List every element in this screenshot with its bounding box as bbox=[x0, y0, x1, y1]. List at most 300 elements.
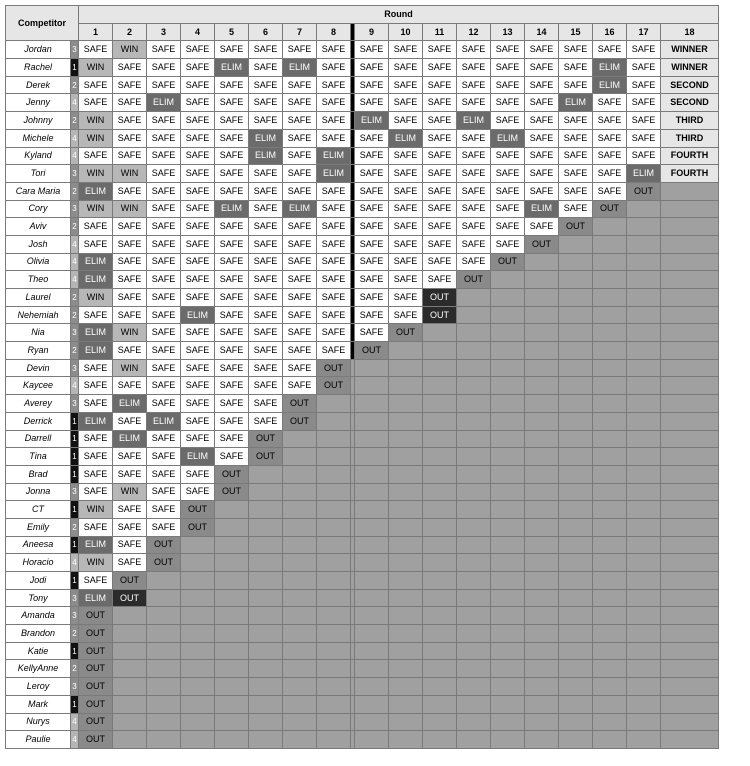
eliminated-cell bbox=[627, 430, 661, 448]
competitor-name: Josh bbox=[6, 235, 71, 253]
status-cell: SAFE bbox=[215, 306, 249, 324]
eliminated-cell bbox=[457, 483, 491, 501]
status-cell: OUT bbox=[181, 518, 215, 536]
eliminated-cell bbox=[249, 731, 283, 749]
eliminated-cell bbox=[457, 554, 491, 572]
status-cell: SAFE bbox=[457, 41, 491, 59]
eliminated-cell bbox=[249, 465, 283, 483]
eliminated-cell bbox=[389, 342, 423, 360]
eliminated-cell bbox=[661, 306, 719, 324]
eliminated-cell bbox=[283, 607, 317, 625]
eliminated-cell bbox=[355, 518, 389, 536]
status-cell: SAFE bbox=[389, 147, 423, 165]
eliminated-cell bbox=[559, 536, 593, 554]
table-row bbox=[6, 271, 719, 289]
eliminated-cell bbox=[627, 342, 661, 360]
status-cell: SAFE bbox=[423, 147, 457, 165]
eliminated-cell bbox=[423, 483, 457, 501]
team-number: 1 bbox=[71, 642, 79, 660]
eliminated-cell bbox=[559, 660, 593, 678]
status-cell: SAFE bbox=[491, 165, 525, 183]
eliminated-cell bbox=[491, 430, 525, 448]
status-cell: SAFE bbox=[147, 129, 181, 147]
status-cell: SAFE bbox=[593, 165, 627, 183]
eliminated-cell bbox=[457, 289, 491, 307]
eliminated-cell bbox=[215, 554, 249, 572]
status-cell: FOURTH bbox=[661, 165, 719, 183]
status-cell: SAFE bbox=[147, 342, 181, 360]
eliminated-cell bbox=[559, 731, 593, 749]
status-cell: OUT bbox=[79, 731, 113, 749]
status-cell: SAFE bbox=[147, 147, 181, 165]
eliminated-cell bbox=[389, 483, 423, 501]
status-cell: SAFE bbox=[113, 412, 147, 430]
eliminated-cell bbox=[147, 625, 181, 643]
competitor-name: Michele bbox=[6, 129, 71, 147]
status-cell: SAFE bbox=[355, 235, 389, 253]
status-cell: SAFE bbox=[215, 253, 249, 271]
status-cell: WIN bbox=[79, 501, 113, 519]
eliminated-cell bbox=[355, 572, 389, 590]
eliminated-cell bbox=[457, 342, 491, 360]
status-cell: OUT bbox=[627, 182, 661, 200]
status-cell: SAFE bbox=[423, 129, 457, 147]
eliminated-cell bbox=[249, 483, 283, 501]
status-cell: SAFE bbox=[181, 395, 215, 413]
status-cell: SAFE bbox=[317, 342, 351, 360]
eliminated-cell bbox=[491, 660, 525, 678]
eliminated-cell bbox=[283, 448, 317, 466]
eliminated-cell bbox=[317, 589, 351, 607]
eliminated-cell bbox=[389, 359, 423, 377]
competitor-name: Cara Maria bbox=[6, 182, 71, 200]
eliminated-cell bbox=[317, 678, 351, 696]
status-cell: SAFE bbox=[355, 76, 389, 94]
status-cell: SAFE bbox=[283, 94, 317, 112]
eliminated-cell bbox=[491, 678, 525, 696]
eliminated-cell bbox=[215, 713, 249, 731]
status-cell: SAFE bbox=[389, 94, 423, 112]
progress-table-container bbox=[5, 5, 719, 749]
eliminated-cell bbox=[181, 625, 215, 643]
eliminated-cell bbox=[559, 377, 593, 395]
eliminated-cell bbox=[317, 731, 351, 749]
eliminated-cell bbox=[491, 465, 525, 483]
eliminated-cell bbox=[317, 395, 351, 413]
status-cell: SAFE bbox=[283, 182, 317, 200]
eliminated-cell bbox=[491, 572, 525, 590]
eliminated-cell bbox=[661, 395, 719, 413]
eliminated-cell bbox=[249, 625, 283, 643]
eliminated-cell bbox=[389, 660, 423, 678]
status-cell: OUT bbox=[249, 430, 283, 448]
eliminated-cell bbox=[317, 412, 351, 430]
status-cell: SAFE bbox=[317, 324, 351, 342]
team-number: 4 bbox=[71, 253, 79, 271]
eliminated-cell bbox=[525, 572, 559, 590]
status-cell: SAFE bbox=[525, 112, 559, 130]
status-cell: SAFE bbox=[249, 182, 283, 200]
status-cell: OUT bbox=[283, 395, 317, 413]
status-cell: SAFE bbox=[181, 182, 215, 200]
status-cell: OUT bbox=[559, 218, 593, 236]
eliminated-cell bbox=[627, 465, 661, 483]
status-cell: SAFE bbox=[249, 359, 283, 377]
eliminated-cell bbox=[355, 483, 389, 501]
eliminated-cell bbox=[113, 713, 147, 731]
status-cell: SAFE bbox=[317, 76, 351, 94]
status-cell: SAFE bbox=[147, 377, 181, 395]
status-cell: OUT bbox=[249, 448, 283, 466]
status-cell: SAFE bbox=[79, 483, 113, 501]
status-cell: WIN bbox=[79, 129, 113, 147]
status-cell: SAFE bbox=[491, 59, 525, 77]
competitor-name: Mark bbox=[6, 695, 71, 713]
status-cell: SAFE bbox=[215, 448, 249, 466]
status-cell: OUT bbox=[355, 342, 389, 360]
round-number-15: 15 bbox=[559, 23, 593, 41]
status-cell: ELIM bbox=[79, 342, 113, 360]
table-row bbox=[6, 536, 719, 554]
eliminated-cell bbox=[389, 572, 423, 590]
eliminated-cell bbox=[147, 695, 181, 713]
table-row bbox=[6, 289, 719, 307]
status-cell: SAFE bbox=[355, 94, 389, 112]
eliminated-cell bbox=[181, 536, 215, 554]
competitor-name: Emily bbox=[6, 518, 71, 536]
table-row bbox=[6, 678, 719, 696]
status-cell: OUT bbox=[423, 289, 457, 307]
team-number: 4 bbox=[71, 94, 79, 112]
competitor-name: Tony bbox=[6, 589, 71, 607]
status-cell: SAFE bbox=[317, 253, 351, 271]
status-cell: SAFE bbox=[249, 112, 283, 130]
status-cell: WIN bbox=[79, 554, 113, 572]
status-cell: SAFE bbox=[147, 235, 181, 253]
eliminated-cell bbox=[355, 660, 389, 678]
status-cell: SAFE bbox=[317, 306, 351, 324]
eliminated-cell bbox=[559, 306, 593, 324]
eliminated-cell bbox=[355, 625, 389, 643]
status-cell: SAFE bbox=[283, 377, 317, 395]
eliminated-cell bbox=[661, 625, 719, 643]
status-cell: SAFE bbox=[491, 76, 525, 94]
eliminated-cell bbox=[457, 324, 491, 342]
status-cell: SAFE bbox=[215, 271, 249, 289]
table-row bbox=[6, 112, 719, 130]
competitor-name: Jodi bbox=[6, 572, 71, 590]
competitor-header: Competitor bbox=[6, 6, 79, 41]
status-cell: SAFE bbox=[627, 59, 661, 77]
table-row bbox=[6, 713, 719, 731]
status-cell: ELIM bbox=[389, 129, 423, 147]
eliminated-cell bbox=[491, 536, 525, 554]
eliminated-cell bbox=[215, 518, 249, 536]
eliminated-cell bbox=[627, 589, 661, 607]
competitor-name: Kaycee bbox=[6, 377, 71, 395]
eliminated-cell bbox=[423, 731, 457, 749]
eliminated-cell bbox=[559, 359, 593, 377]
status-cell: SAFE bbox=[559, 147, 593, 165]
table-row bbox=[6, 253, 719, 271]
status-cell: ELIM bbox=[79, 589, 113, 607]
eliminated-cell bbox=[661, 253, 719, 271]
status-cell: OUT bbox=[215, 483, 249, 501]
eliminated-cell bbox=[457, 377, 491, 395]
eliminated-cell bbox=[215, 660, 249, 678]
eliminated-cell bbox=[317, 483, 351, 501]
eliminated-cell bbox=[627, 218, 661, 236]
status-cell: WIN bbox=[79, 165, 113, 183]
team-number: 2 bbox=[71, 112, 79, 130]
team-number: 3 bbox=[71, 607, 79, 625]
eliminated-cell bbox=[525, 483, 559, 501]
eliminated-cell bbox=[113, 678, 147, 696]
eliminated-cell bbox=[661, 218, 719, 236]
eliminated-cell bbox=[147, 731, 181, 749]
competitor-name: Nehemiah bbox=[6, 306, 71, 324]
team-number: 3 bbox=[71, 395, 79, 413]
status-cell: SAFE bbox=[389, 200, 423, 218]
eliminated-cell bbox=[627, 306, 661, 324]
eliminated-cell bbox=[525, 359, 559, 377]
status-cell: SAFE bbox=[215, 182, 249, 200]
eliminated-cell bbox=[525, 324, 559, 342]
status-cell: OUT bbox=[79, 660, 113, 678]
status-cell: SAFE bbox=[113, 76, 147, 94]
status-cell: SAFE bbox=[283, 289, 317, 307]
eliminated-cell bbox=[423, 448, 457, 466]
competitor-name: Olivia bbox=[6, 253, 71, 271]
eliminated-cell bbox=[113, 731, 147, 749]
status-cell: WIN bbox=[113, 359, 147, 377]
team-number: 4 bbox=[71, 235, 79, 253]
status-cell: OUT bbox=[79, 695, 113, 713]
status-cell: SAFE bbox=[389, 59, 423, 77]
round-number-9: 9 bbox=[355, 23, 389, 41]
status-cell: SAFE bbox=[113, 377, 147, 395]
eliminated-cell bbox=[457, 713, 491, 731]
status-cell: SAFE bbox=[215, 94, 249, 112]
status-cell: SAFE bbox=[355, 289, 389, 307]
eliminated-cell bbox=[661, 483, 719, 501]
eliminated-cell bbox=[491, 607, 525, 625]
status-cell: OUT bbox=[79, 625, 113, 643]
eliminated-cell bbox=[181, 660, 215, 678]
status-cell: SAFE bbox=[113, 59, 147, 77]
status-cell: SAFE bbox=[317, 289, 351, 307]
eliminated-cell bbox=[661, 589, 719, 607]
competitor-name: Ryan bbox=[6, 342, 71, 360]
status-cell: SAFE bbox=[215, 342, 249, 360]
eliminated-cell bbox=[389, 731, 423, 749]
eliminated-cell bbox=[661, 731, 719, 749]
eliminated-cell bbox=[147, 642, 181, 660]
status-cell: SAFE bbox=[389, 182, 423, 200]
status-cell: SAFE bbox=[491, 112, 525, 130]
round-number-16: 16 bbox=[593, 23, 627, 41]
eliminated-cell bbox=[593, 554, 627, 572]
eliminated-cell bbox=[423, 324, 457, 342]
status-cell: SAFE bbox=[79, 572, 113, 590]
status-cell: SAFE bbox=[389, 165, 423, 183]
status-cell: SAFE bbox=[627, 76, 661, 94]
status-cell: SAFE bbox=[113, 112, 147, 130]
eliminated-cell bbox=[355, 430, 389, 448]
status-cell: SAFE bbox=[423, 253, 457, 271]
eliminated-cell bbox=[593, 625, 627, 643]
table-row bbox=[6, 235, 719, 253]
eliminated-cell bbox=[593, 395, 627, 413]
status-cell: SAFE bbox=[389, 235, 423, 253]
status-cell: SAFE bbox=[147, 271, 181, 289]
eliminated-cell bbox=[627, 536, 661, 554]
eliminated-cell bbox=[559, 289, 593, 307]
eliminated-cell bbox=[593, 518, 627, 536]
status-cell: SAFE bbox=[525, 218, 559, 236]
status-cell: WIN bbox=[79, 200, 113, 218]
header-row-rounds bbox=[6, 23, 719, 41]
eliminated-cell bbox=[593, 235, 627, 253]
status-cell: SAFE bbox=[249, 377, 283, 395]
competitor-name: Rachel bbox=[6, 59, 71, 77]
eliminated-cell bbox=[627, 607, 661, 625]
status-cell: SAFE bbox=[355, 306, 389, 324]
status-cell: SAFE bbox=[283, 112, 317, 130]
status-cell: SAFE bbox=[283, 271, 317, 289]
status-cell: SAFE bbox=[389, 306, 423, 324]
table-row bbox=[6, 200, 719, 218]
elimination-progress-table bbox=[5, 5, 719, 749]
eliminated-cell bbox=[113, 660, 147, 678]
status-cell: SAFE bbox=[559, 76, 593, 94]
eliminated-cell bbox=[283, 731, 317, 749]
competitor-name: Cory bbox=[6, 200, 71, 218]
eliminated-cell bbox=[593, 253, 627, 271]
eliminated-cell bbox=[355, 412, 389, 430]
status-cell: SAFE bbox=[593, 182, 627, 200]
table-row bbox=[6, 129, 719, 147]
status-cell: SAFE bbox=[181, 324, 215, 342]
status-cell: SAFE bbox=[457, 200, 491, 218]
eliminated-cell bbox=[627, 271, 661, 289]
round-header: Round bbox=[79, 6, 719, 24]
eliminated-cell bbox=[661, 572, 719, 590]
status-cell: SAFE bbox=[423, 112, 457, 130]
eliminated-cell bbox=[283, 625, 317, 643]
eliminated-cell bbox=[423, 589, 457, 607]
table-row bbox=[6, 731, 719, 749]
eliminated-cell bbox=[491, 324, 525, 342]
round-number-6: 6 bbox=[249, 23, 283, 41]
eliminated-cell bbox=[283, 713, 317, 731]
eliminated-cell bbox=[627, 695, 661, 713]
eliminated-cell bbox=[389, 518, 423, 536]
status-cell: SAFE bbox=[215, 165, 249, 183]
table-row bbox=[6, 572, 719, 590]
eliminated-cell bbox=[249, 678, 283, 696]
status-cell: SAFE bbox=[423, 182, 457, 200]
status-cell: SAFE bbox=[249, 41, 283, 59]
status-cell: SAFE bbox=[355, 218, 389, 236]
eliminated-cell bbox=[249, 501, 283, 519]
eliminated-cell bbox=[661, 412, 719, 430]
round-number-1: 1 bbox=[79, 23, 113, 41]
eliminated-cell bbox=[491, 501, 525, 519]
status-cell: ELIM bbox=[181, 306, 215, 324]
team-number: 4 bbox=[71, 554, 79, 572]
eliminated-cell bbox=[457, 412, 491, 430]
eliminated-cell bbox=[593, 465, 627, 483]
status-cell: SAFE bbox=[79, 465, 113, 483]
eliminated-cell bbox=[559, 572, 593, 590]
eliminated-cell bbox=[355, 695, 389, 713]
status-cell: SAFE bbox=[525, 147, 559, 165]
status-cell: SAFE bbox=[457, 165, 491, 183]
status-cell: SAFE bbox=[491, 182, 525, 200]
eliminated-cell bbox=[627, 412, 661, 430]
status-cell: SAFE bbox=[283, 253, 317, 271]
status-cell: SAFE bbox=[283, 324, 317, 342]
eliminated-cell bbox=[559, 554, 593, 572]
round-number-17: 17 bbox=[627, 23, 661, 41]
eliminated-cell bbox=[457, 359, 491, 377]
status-cell: SAFE bbox=[147, 395, 181, 413]
status-cell: THIRD bbox=[661, 129, 719, 147]
competitor-name: Devin bbox=[6, 359, 71, 377]
status-cell: WIN bbox=[113, 200, 147, 218]
eliminated-cell bbox=[661, 642, 719, 660]
status-cell: SAFE bbox=[355, 271, 389, 289]
status-cell: OUT bbox=[389, 324, 423, 342]
table-row bbox=[6, 218, 719, 236]
team-number: 1 bbox=[71, 536, 79, 554]
eliminated-cell bbox=[283, 430, 317, 448]
table-row bbox=[6, 147, 719, 165]
eliminated-cell bbox=[389, 536, 423, 554]
eliminated-cell bbox=[525, 342, 559, 360]
eliminated-cell bbox=[491, 342, 525, 360]
status-cell: SAFE bbox=[249, 165, 283, 183]
eliminated-cell bbox=[491, 483, 525, 501]
competitor-name: Aneesa bbox=[6, 536, 71, 554]
eliminated-cell bbox=[525, 306, 559, 324]
eliminated-cell bbox=[627, 518, 661, 536]
table-row bbox=[6, 41, 719, 59]
status-cell: SAFE bbox=[423, 235, 457, 253]
eliminated-cell bbox=[423, 572, 457, 590]
eliminated-cell bbox=[423, 536, 457, 554]
status-cell: SAFE bbox=[147, 518, 181, 536]
eliminated-cell bbox=[423, 395, 457, 413]
status-cell: SAFE bbox=[317, 41, 351, 59]
status-cell: ELIM bbox=[147, 94, 181, 112]
status-cell: SAFE bbox=[355, 147, 389, 165]
status-cell: SAFE bbox=[147, 465, 181, 483]
eliminated-cell bbox=[661, 324, 719, 342]
status-cell: OUT bbox=[79, 642, 113, 660]
status-cell: SAFE bbox=[181, 289, 215, 307]
status-cell: OUT bbox=[147, 536, 181, 554]
status-cell: ELIM bbox=[147, 412, 181, 430]
team-number: 2 bbox=[71, 518, 79, 536]
status-cell: SAFE bbox=[283, 129, 317, 147]
eliminated-cell bbox=[491, 359, 525, 377]
status-cell: SAFE bbox=[559, 200, 593, 218]
status-cell: OUT bbox=[113, 572, 147, 590]
eliminated-cell bbox=[283, 554, 317, 572]
competitor-name: Derek bbox=[6, 76, 71, 94]
